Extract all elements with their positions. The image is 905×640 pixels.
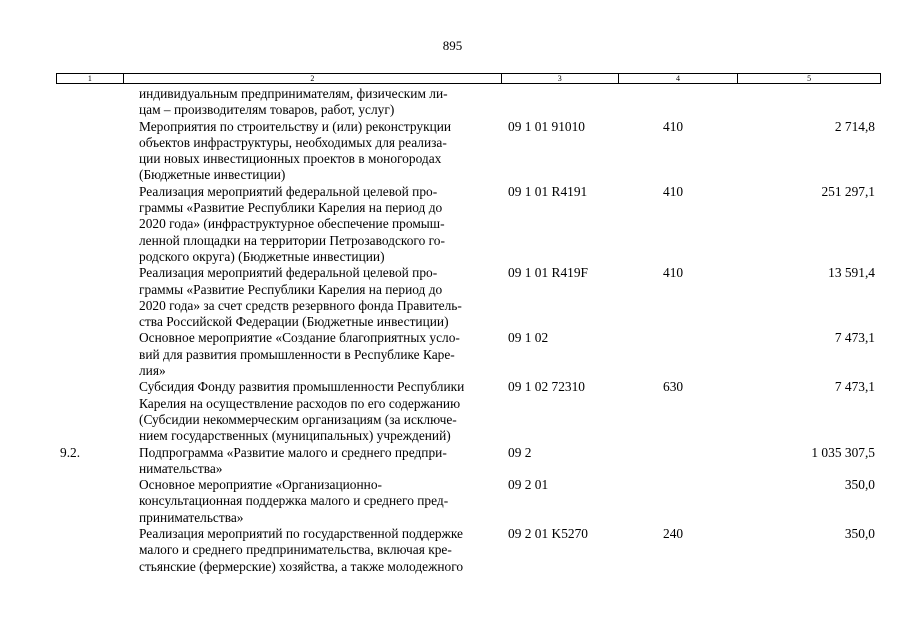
description-line: 2020 года» за счет средств резервного фонда Правитель-	[139, 297, 462, 313]
header-col-4: 4	[619, 74, 739, 83]
table-row	[56, 445, 881, 478]
description-line: Субсидия Фонду развития промышленности Республики	[139, 379, 465, 395]
description-line: Основное мероприятие «Организационно-	[139, 477, 382, 493]
row-type: 410	[663, 118, 684, 134]
row-number	[56, 526, 123, 575]
description-line: малого и среднего предпринимательства, включая кре-	[139, 542, 452, 558]
row-amount: 13 591,4	[828, 265, 875, 281]
description-line: нимательства»	[139, 460, 223, 476]
description-line: ства Российской Федерации (Бюджетные инвестиции)	[139, 314, 449, 330]
header-col-2: 2	[124, 74, 502, 83]
description-line: Реализация мероприятий федеральной целевой про-	[139, 183, 438, 199]
table-row	[56, 379, 881, 444]
description-line: консультационная поддержка малого и среднего пред-	[139, 493, 449, 509]
row-code: 09 2 01	[508, 477, 549, 493]
row-code: 09 2 01 K5270	[508, 526, 588, 542]
row-amount: 350,0	[844, 477, 875, 493]
row-description	[123, 526, 502, 575]
table-row	[56, 184, 881, 265]
description-line: (Субсидии некоммерческим организациям (за исключе-	[139, 411, 457, 427]
table-row	[56, 477, 881, 526]
row-type	[619, 477, 739, 526]
table-row	[56, 526, 881, 575]
description-line: вий для развития промышленности в Республике Каре-	[139, 346, 455, 362]
row-amount: 2 714,8	[834, 118, 875, 134]
row-number	[56, 379, 123, 444]
description-line: принимательства»	[139, 509, 244, 525]
description-line: (Бюджетные инвестиции)	[139, 167, 286, 183]
row-code	[502, 86, 619, 119]
description-line: Основное мероприятие «Создание благоприятных усло-	[139, 330, 460, 346]
row-description	[123, 477, 502, 526]
header-col-3: 3	[502, 74, 619, 83]
row-number	[56, 330, 123, 379]
row-type: 630	[663, 379, 684, 395]
table-row	[56, 265, 881, 330]
description-line: объектов инфраструктуры, необходимых для реализа-	[139, 134, 447, 150]
row-description	[123, 184, 502, 265]
row-number	[56, 184, 123, 265]
row-code: 09 1 01 91010	[508, 118, 585, 134]
row-description	[123, 265, 502, 330]
row-code: 09 1 02 72310	[508, 379, 585, 395]
row-description	[123, 445, 502, 478]
row-number	[56, 265, 123, 330]
description-line: лия»	[139, 363, 166, 379]
table-row	[56, 86, 881, 119]
row-number	[56, 119, 123, 184]
row-number	[56, 86, 123, 119]
header-col-5: 5	[807, 74, 812, 83]
row-amount: 7 473,1	[834, 330, 875, 346]
row-description	[123, 86, 502, 119]
row-type: 240	[663, 526, 684, 542]
row-code: 09 1 02	[508, 330, 549, 346]
description-line: стьянские (фермерские) хозяйства, а также молодежного	[139, 558, 464, 574]
description-line: родского округа) (Бюджетные инвестиции)	[139, 248, 385, 264]
header-col-1: 1	[57, 74, 124, 83]
row-code: 09 1 01 R4191	[508, 183, 588, 199]
page-number: 895	[442, 38, 463, 53]
row-type	[619, 86, 739, 119]
row-code: 09 1 01 R419F	[508, 265, 588, 281]
row-amount: 7 473,1	[834, 379, 875, 395]
description-line: ленной площадки на территории Петрозаводского го-	[139, 232, 445, 248]
description-line: Подпрограмма «Развитие малого и среднего предпри-	[139, 444, 447, 460]
row-description	[123, 330, 502, 379]
row-amount: 251 297,1	[821, 183, 875, 199]
row-type	[619, 330, 739, 379]
row-type: 410	[663, 183, 684, 199]
table-row	[56, 119, 881, 184]
row-amount: 1 035 307,5	[811, 444, 875, 460]
description-line: Мероприятия по строительству и (или) реконструкции	[139, 118, 452, 134]
row-description	[123, 119, 502, 184]
row-type	[619, 445, 739, 478]
table-header	[56, 73, 881, 84]
description-line: граммы «Развитие Республики Карелия на период до	[139, 281, 443, 297]
description-line: Реализация мероприятий по государственной поддержке	[139, 526, 463, 542]
description-line: индивидуальным предпринимателям, физическим ли-	[139, 86, 448, 101]
description-line: 2020 года» (инфраструктурное обеспечение промыш-	[139, 216, 445, 232]
row-number: 9.2.	[60, 444, 81, 460]
row-amount: 350,0	[844, 526, 875, 542]
description-line: Реализация мероприятий федеральной целевой про-	[139, 265, 438, 281]
description-line: цам – производителям товаров, работ, услуг)	[139, 102, 395, 118]
row-description	[123, 379, 502, 444]
description-line: граммы «Развитие Республики Карелия на период до	[139, 200, 443, 216]
table-row	[56, 330, 881, 379]
row-code: 09 2	[508, 444, 532, 460]
description-line: Карелия на осуществление расходов по его содержанию	[139, 395, 461, 411]
description-line: нием государственных (муниципальных) учреждений)	[139, 428, 451, 444]
row-number	[56, 477, 123, 526]
description-line: ции новых инвестиционных проектов в моногородах	[139, 151, 442, 167]
row-amount	[739, 86, 881, 119]
row-type: 410	[663, 265, 684, 281]
table-body	[56, 86, 881, 575]
